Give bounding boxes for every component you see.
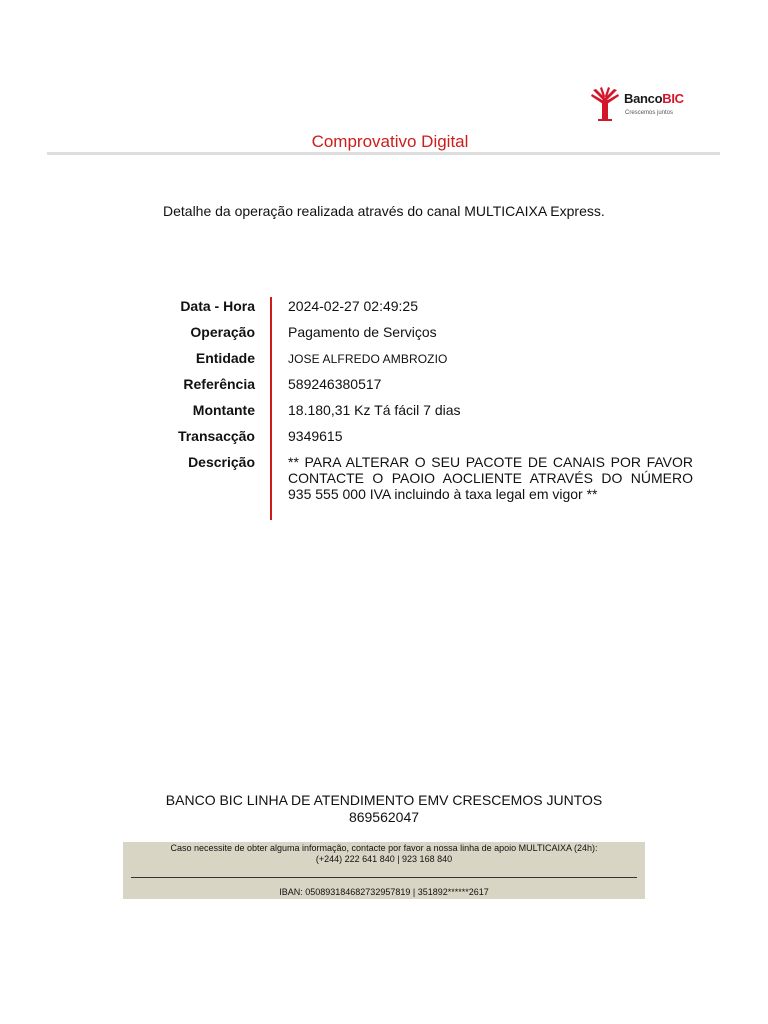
detail-label: Descrição xyxy=(188,454,255,470)
detail-label: Referência xyxy=(183,376,255,392)
footer-line2: 869562047 xyxy=(348,809,420,825)
iban-text: IBAN: 050893184682732957819 | 351892******2617 xyxy=(279,887,489,897)
detail-value: 9349615 xyxy=(288,428,343,444)
detail-value: ** PARA ALTERAR O SEU PACOTE DE CANAIS POR FAVOR CONTACTE O PAOIO AOCLIENTE ATRAVÉS DO NÚMERO 935 555 000 IVA incluindo à taxa legal em vigor ** xyxy=(288,454,693,502)
detail-value: 589246380517 xyxy=(288,376,382,392)
details-divider xyxy=(270,297,272,520)
detail-label: Entidade xyxy=(195,350,255,366)
logo-brand-name: BancoBIC xyxy=(624,91,684,106)
footer-line1: BANCO BIC LINHA DE ATENDIMENTO EMV CRESCEMOS JUNTOS xyxy=(165,792,603,808)
logo-tagline: Crescemos juntos xyxy=(625,110,674,116)
info-box xyxy=(123,842,645,899)
info-phone: (+244) 222 641 840 | 923 168 840 xyxy=(315,854,453,864)
info-divider xyxy=(131,877,637,878)
detail-value: 2024-02-27 02:49:25 xyxy=(288,298,418,314)
page-title: Comprovativo Digital xyxy=(311,132,469,151)
detail-label: Transacção xyxy=(177,428,255,444)
info-text: Caso necessite de obter alguma informação, contacte por favor a nossa linha de apoio MULTICAIXA (24h): xyxy=(170,843,598,853)
tree-logo-icon xyxy=(589,86,621,122)
detail-value: JOSE ALFREDO AMBROZIO xyxy=(288,352,448,366)
bank-logo xyxy=(589,86,699,122)
detail-value: 18.180,31 Kz Tá fácil 7 dias xyxy=(288,402,461,418)
intro-text: Detalhe da operação realizada através do canal MULTICAIXA Express. xyxy=(163,203,605,219)
detail-value: Pagamento de Serviços xyxy=(288,324,437,340)
detail-label: Montante xyxy=(192,402,255,418)
title-divider xyxy=(47,152,720,155)
detail-label: Data - Hora xyxy=(180,298,255,314)
detail-label: Operação xyxy=(190,324,255,340)
